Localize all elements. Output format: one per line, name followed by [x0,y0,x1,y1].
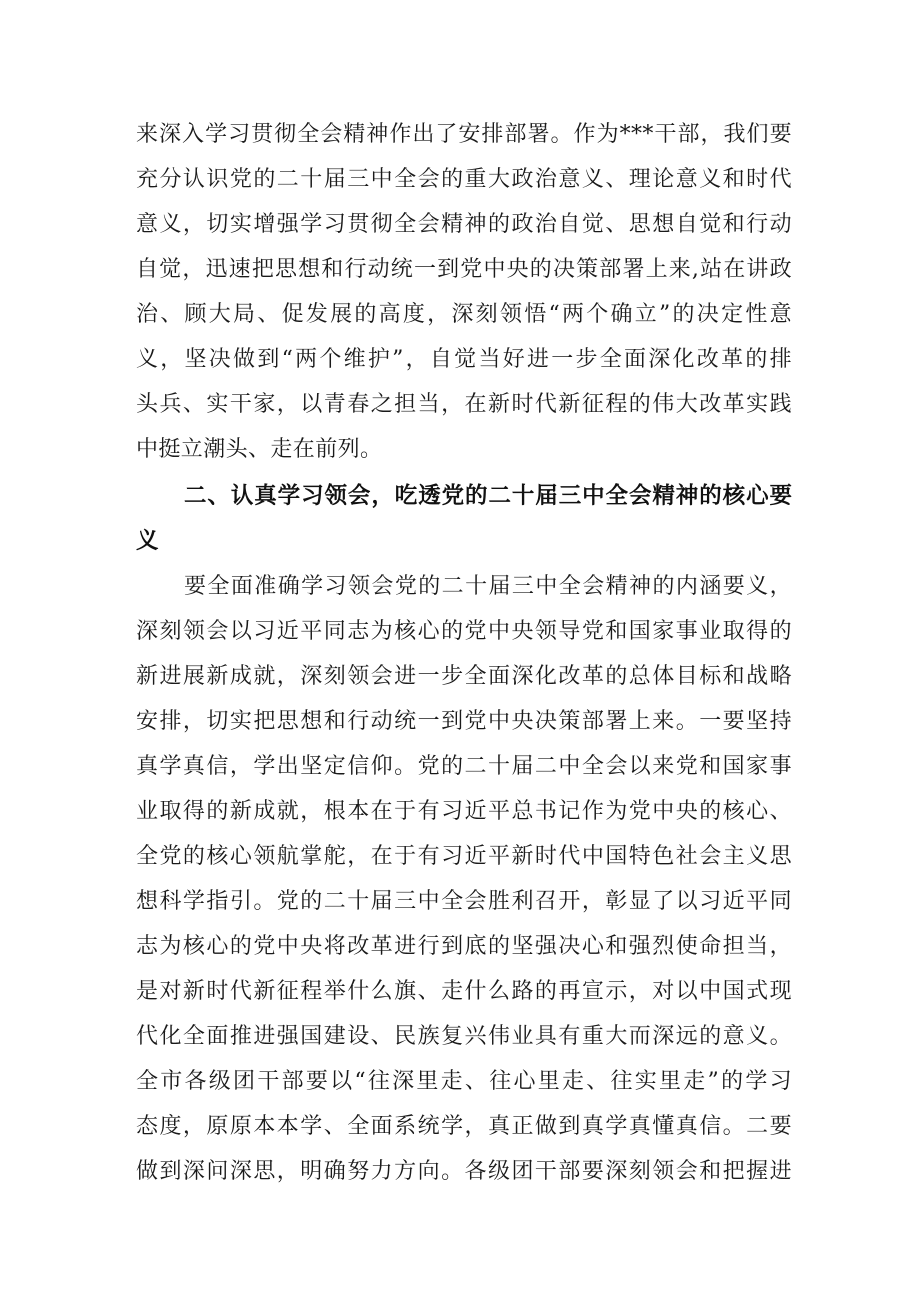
paragraph-2 [136,564,792,1194]
text-line: 做到深问深思，明确努力方向。各级团干部要深刻领会和把握进 [136,1159,792,1184]
text-line: 真学真信，学出坚定信仰。党的二十届二中全会以来党和国家事 [136,754,792,779]
heading-line: 义 [136,528,159,554]
text-line: 治、顾大局、促发展的高度，深刻领悟“两个确立”的决定性意 [136,302,792,327]
paragraph-1 [136,112,792,472]
text-line: 想科学指引。党的二十届三中全会胜利召开，彰显了以习近平同 [136,889,792,914]
text-line: 新进展新成就，深刻领会进一步全面深化改革的总体目标和战略 [136,664,792,689]
text-line: 来深入学习贯彻全会精神作出了安排部署。作为***干部，我们要 [136,122,792,147]
section-heading [136,474,792,564]
document-body [136,112,792,1194]
text-line: 要全面准确学习领会党的二十届三中全会精神的内涵要义， [184,574,792,599]
text-line: 深刻领会以习近平同志为核心的党中央领导党和国家事业取得的 [136,619,792,644]
text-line: 义，坚决做到“两个维护”，自觉当好进一步全面深化改革的排 [136,347,792,372]
text-line: 意义，切实增强学习贯彻全会精神的政治自觉、思想自觉和行动 [136,212,792,237]
heading-line: 二、认真学习领会，吃透党的二十届三中全会精神的核心要 [184,483,792,509]
text-line: 是对新时代新征程举什么旗、走什么路的再宣示，对以中国式现 [136,979,792,1004]
text-line: 代化全面推进强国建设、民族复兴伟业具有重大而深远的意义。 [136,1024,792,1049]
text-line: 全市各级团干部要以“往深里走、往心里走、往实里走”的学习 [136,1069,792,1094]
text-line: 全党的核心领航掌舵，在于有习近平新时代中国特色社会主义思 [136,844,792,869]
text-line: 安排，切实把思想和行动统一到党中央决策部署上来。一要坚持 [136,709,792,734]
text-line: 自觉，迅速把思想和行动统一到党中央的决策部署上来,站在讲政 [136,257,792,282]
text-line: 头兵、实干家，以青春之担当，在新时代新征程的伟大改革实践 [136,392,792,417]
text-line: 志为核心的党中央将改革进行到底的坚强决心和强烈使命担当， [136,934,792,959]
text-line: 业取得的新成就，根本在于有习近平总书记作为党中央的核心、 [136,799,792,824]
text-line: 充分认识党的二十届三中全会的重大政治意义、理论意义和时代 [136,167,792,192]
text-line: 中挺立潮头、走在前列。 [136,437,383,462]
text-line: 态度，原原本本学、全面系统学，真正做到真学真懂真信。二要 [136,1114,792,1139]
